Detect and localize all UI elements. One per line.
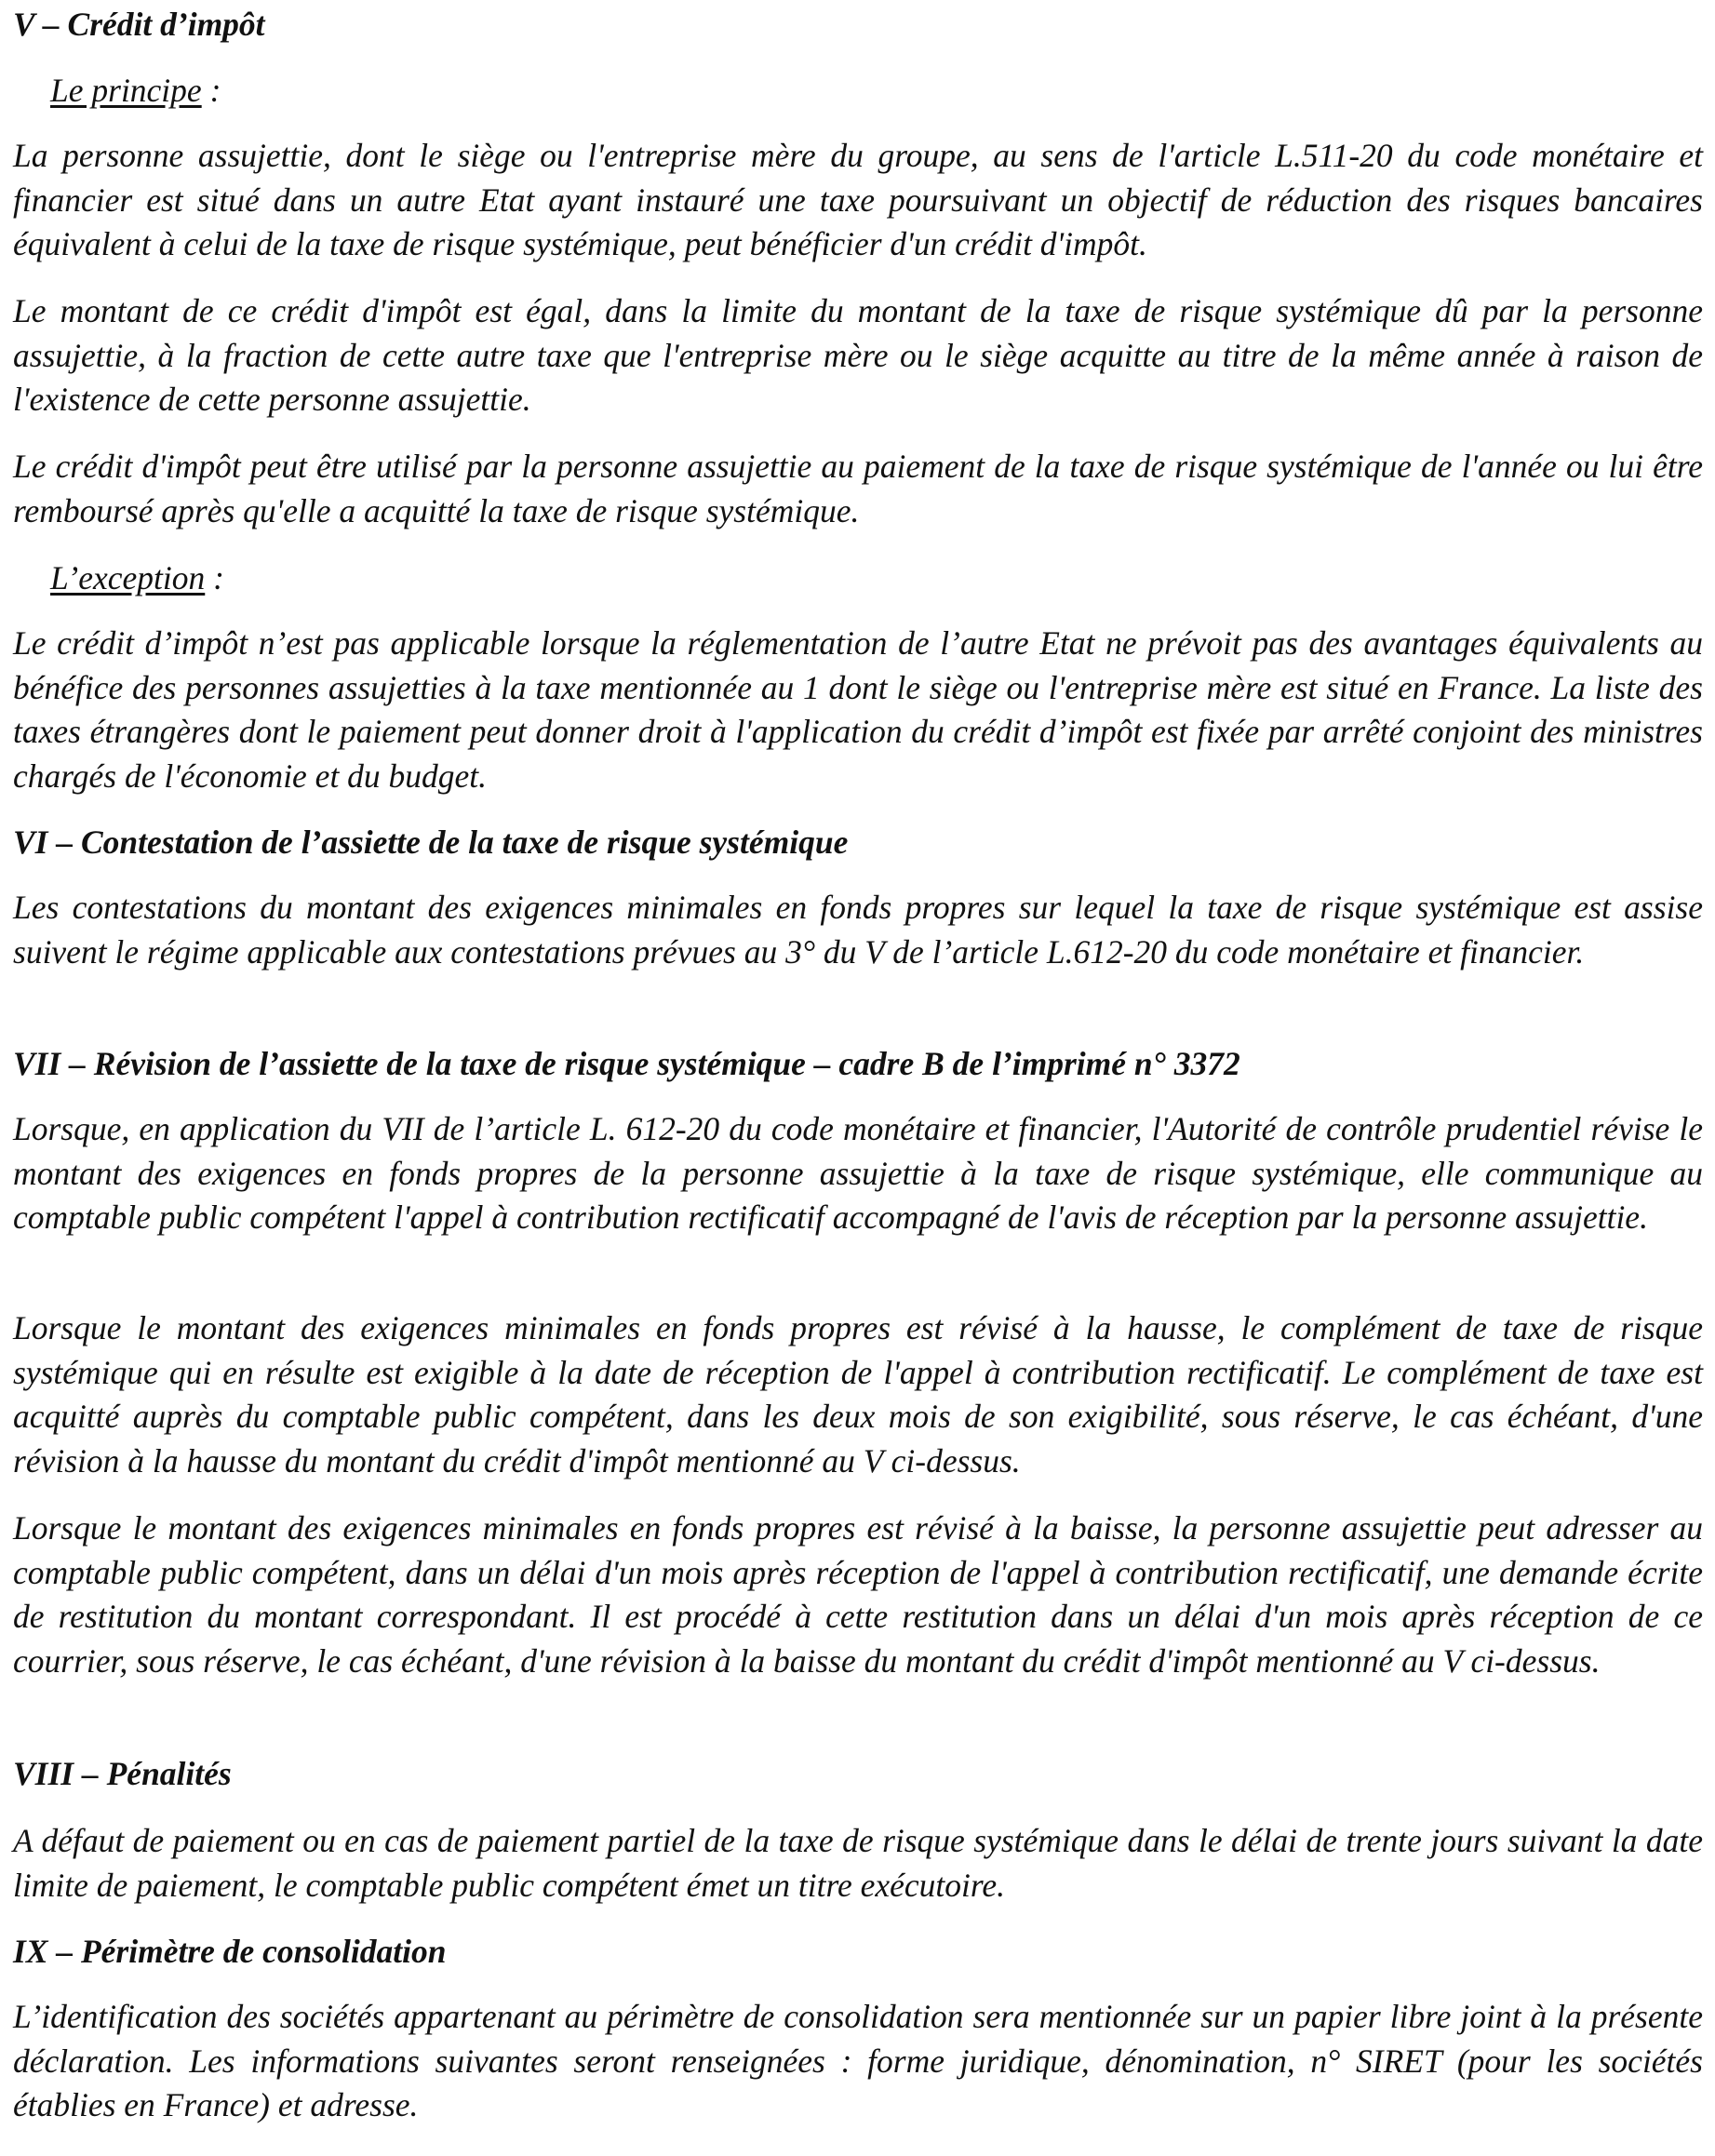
section-viii-paragraph-1: A défaut de paiement ou en cas de paiement partiel de la taxe de risque systémique dans le délai de trente jours suivant la date limite de paiement, le comptable public compétent émet un titre exécutoire.: [13, 1822, 1703, 1904]
section-v-paragraph-4: Le crédit d’impôt n’est pas applicable lorsque la réglementation de l’autre Etat ne prévoit pas des avantages équivalents au bénéfice des personnes assujetties à la taxe mentionnée au 1 dont le siège ou l'entreprise mère est situé en France. La liste des taxes étrangères dont le paiement peut donner droit à l'application du crédit d’impôt est fixée par arrêté conjoint des ministres chargés de l'économie et du budget.: [13, 624, 1703, 795]
section-vii-paragraph-1: Lorsque, en application du VII de l’article L. 612-20 du code monétaire et financier, l'Autorité de contrôle prudentiel révise le montant des exigences en fonds propres de la personne assujettie à la taxe de risque systémique, elle communique au comptable public compétent l'appel à contribution rectificatif accompagné de l'avis de réception par la personne assujettie.: [13, 1110, 1703, 1237]
section-v-paragraph-2: Le montant de ce crédit d'impôt est égal, dans la limite du montant de la taxe de risque systémique dû par la personne assujettie, à la fraction de cette autre taxe que l'entreprise mère ou le siège acquitte au titre de la même année à raison de l'existence de cette personne assujettie.: [13, 292, 1703, 419]
section-vii-paragraph-3: Lorsque le montant des exigences minimales en fonds propres est révisé à la baisse, la personne assujettie peut adresser au comptable public compétent, dans un délai d'un mois après réception de l'appel à contribution rectificatif, une demande écrite de restitution du montant correspondant. Il est procédé à cette restitution dans un délai d'un mois après réception de ce courrier, sous réserve, le cas échéant, d'une révision à la baisse du montant du crédit d'impôt mentionné au V ci-dessus.: [13, 1509, 1703, 1680]
section-viii-heading: VIII – Pénalités: [13, 1755, 232, 1792]
section-vii-heading: VII – Révision de l’assiette de la taxe de risque systémique – cadre B de l’imprimé n° 3372: [13, 1045, 1240, 1082]
section-v-paragraph-1: La personne assujettie, dont le siège ou l'entreprise mère du groupe, au sens de l'article L.511-20 du code monétaire et financier est situé dans un autre Etat ayant instauré une taxe poursuivant un objectif de réduction des risques bancaires équivalent à celui de la taxe de risque systémique, peut bénéficier d'un crédit d'impôt.: [13, 137, 1703, 263]
exception-label: L’exception: [50, 559, 206, 596]
section-vi-heading: VI – Contestation de l’assiette de la taxe de risque systémique: [13, 824, 849, 861]
principle-subheading: [50, 69, 221, 114]
section-v-heading: V – Crédit d’impôt: [13, 6, 265, 43]
exception-colon: :: [205, 559, 224, 596]
section-vii-paragraph-2: Lorsque le montant des exigences minimales en fonds propres est révisé à la hausse, le complément de taxe de risque systémique qui en résulte est exigible à la date de réception de l'appel à contribution rectificatif. Le complément de taxe est acquitté auprès du comptable public compétent, dans les deux mois de son exigibilité, sous réserve, le cas échéant, d'une révision à la hausse du montant du crédit d'impôt mentionné au V ci-dessus.: [13, 1309, 1703, 1480]
section-ix-paragraph-1: L’identification des sociétés appartenant au périmètre de consolidation sera mentionnée sur un papier libre joint à la présente déclaration. Les informations suivantes seront renseignées : forme juridique, dénomination, n° SIRET (pour les sociétés établies en France) et adresse.: [13, 1998, 1703, 2124]
principle-colon: :: [201, 72, 221, 109]
section-v-paragraph-3: Le crédit d'impôt peut être utilisé par la personne assujettie au paiement de la taxe de risque systémique de l'année ou lui être remboursé après qu'elle a acquitté la taxe de risque systémique.: [13, 448, 1703, 529]
section-vi-paragraph-1: Les contestations du montant des exigences minimales en fonds propres sur lequel la taxe de risque systémique est assise suivent le régime applicable aux contestations prévues au 3° du V de l’article L.612-20 du code monétaire et financier.: [13, 889, 1703, 971]
section-ix-heading: IX – Périmètre de consolidation: [13, 1933, 447, 1970]
principle-label: Le principe: [50, 72, 202, 109]
exception-subheading: [50, 556, 224, 601]
